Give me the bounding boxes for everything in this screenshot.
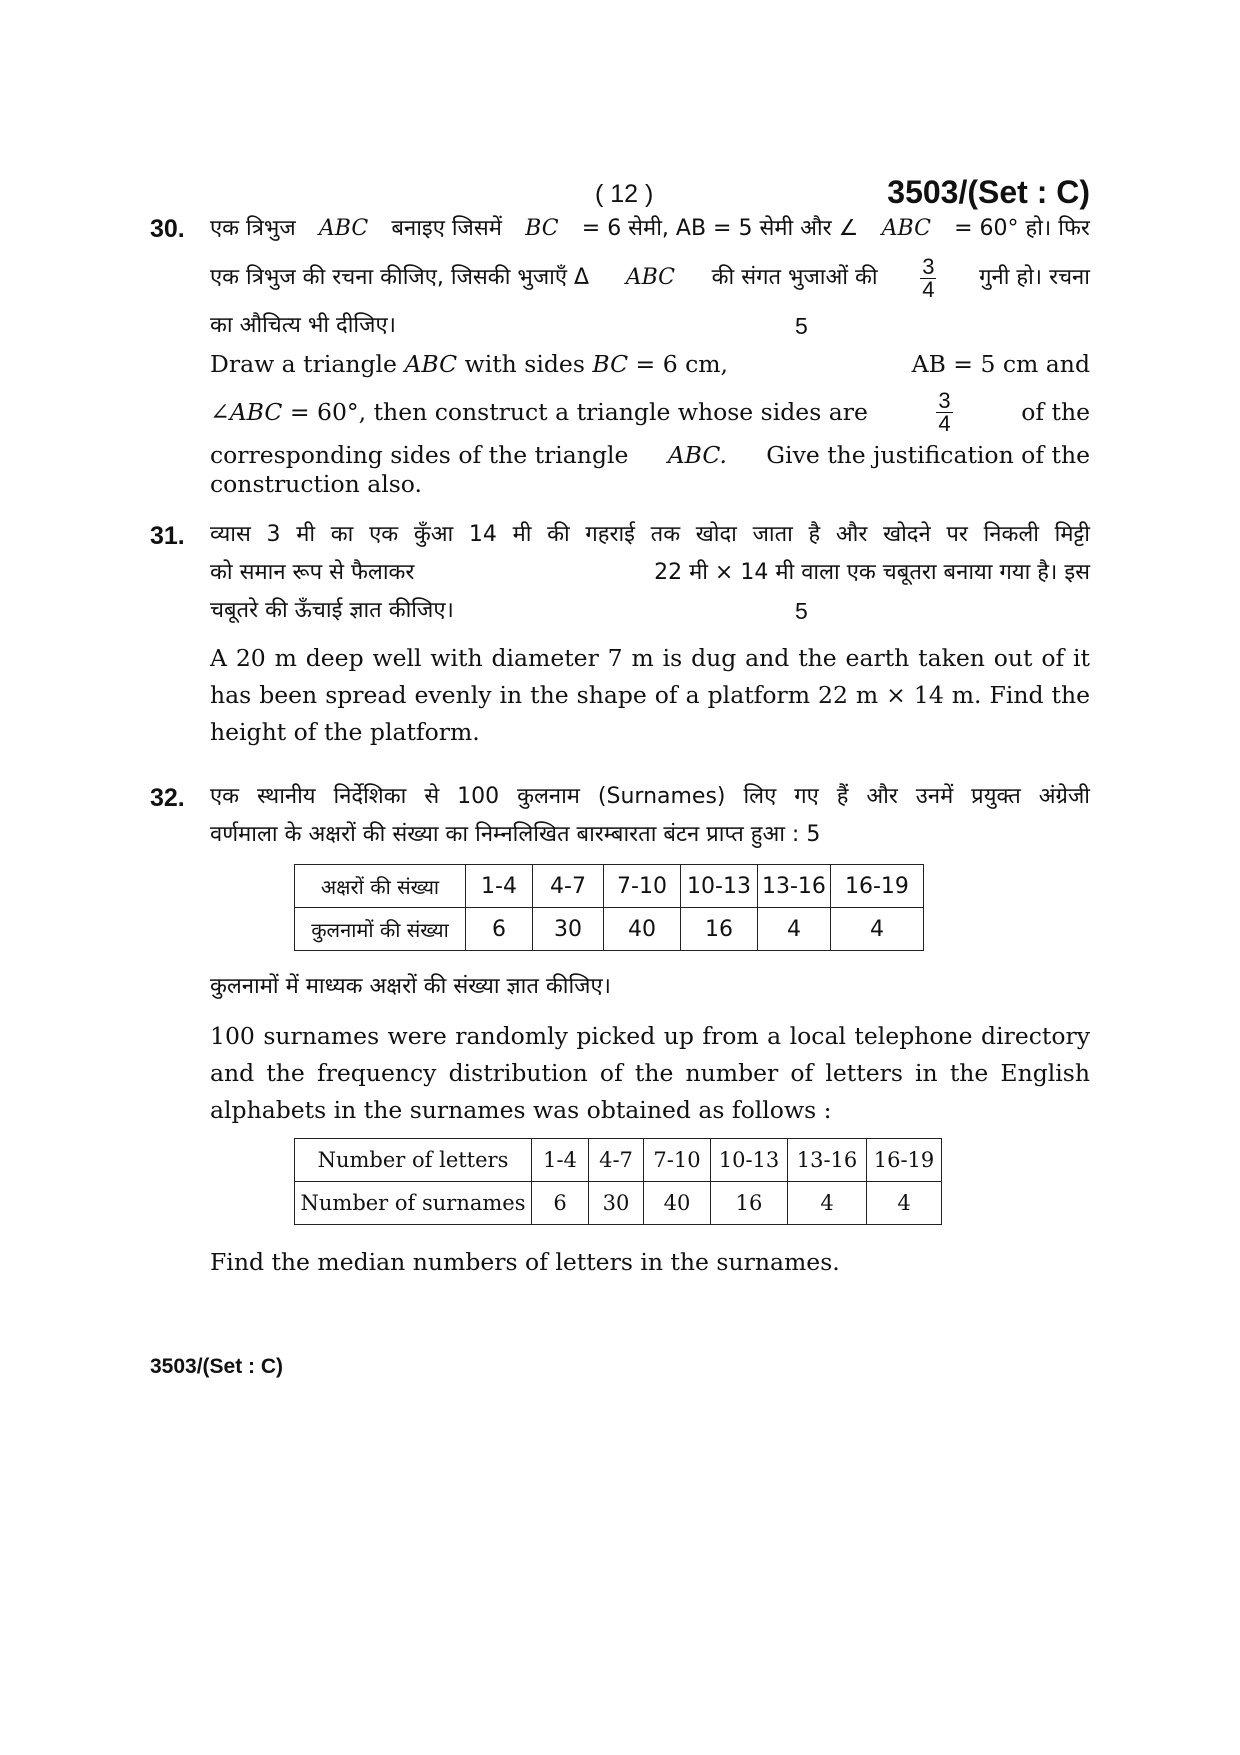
- hindi-frequency-table: [294, 864, 924, 951]
- q32-hindi-line-2: वर्णमाला के अक्षरों की संख्या का निम्नलिखित बारम्बारता बंटन प्राप्त हुआ : 5: [210, 822, 821, 847]
- class-cell: 13-16: [788, 1139, 867, 1182]
- q30-hindi-line-2: एक त्रिभुज की रचना कीजिए, जिसकी भुजाएँ Δ ABC की संगत भुजाओं की $\frac{3}{4}$ गुनी हो। रचना: [210, 253, 1090, 302]
- question-31-number: 31.: [150, 522, 185, 550]
- q32-english-question: Find the median numbers of letters in the surnames.: [210, 1248, 840, 1276]
- q31-hindi-line-3: चबूतरे की ऊँचाई ज्ञात कीजिए। 5: [210, 592, 1090, 630]
- class-cell: 10-13: [711, 1139, 788, 1182]
- table-header: Number of letters: [295, 1139, 532, 1182]
- frequency-cell: 16: [711, 1182, 788, 1225]
- question-30-number: 30.: [150, 215, 185, 243]
- class-cell: 1-4: [466, 865, 533, 908]
- class-cell: 4-7: [589, 1139, 644, 1182]
- class-cell: 13-16: [758, 865, 831, 908]
- table-header: कुलनामों की संख्या: [295, 908, 466, 951]
- class-cell: 4-7: [533, 865, 604, 908]
- class-cell: 16-19: [867, 1139, 942, 1182]
- q30-hindi-line-1: एक त्रिभुज ABC बनाइए जिसमें BC = 6 सेमी, AB = 5 सेमी और ∠ ABC = 60° हो। फिर: [210, 216, 1090, 241]
- frequency-cell: 4: [867, 1182, 942, 1225]
- q31-marks: 5: [795, 598, 808, 624]
- question-32-number: 32.: [150, 784, 185, 812]
- frequency-cell: 30: [533, 908, 604, 951]
- fraction-three-fourths-en: $\frac{3}{4}$: [938, 387, 951, 436]
- question-30: [210, 210, 1090, 498]
- table-row: [295, 908, 924, 951]
- q30-english-line-1: Draw a triangle ABC with sides BC = 6 cm, AB = 5 cm and: [210, 350, 1090, 378]
- set-code-header: 3503/(Set : C): [887, 174, 1090, 210]
- table-row: [295, 1139, 942, 1182]
- frequency-cell: 4: [758, 908, 831, 951]
- q31-english-text: A 20 m deep well with diameter 7 m is dug and the earth taken out of it has been spread evenly in the shape of a platform 22 m × 14 m. Find the height of the platform.: [210, 644, 1090, 746]
- table-row: [295, 865, 924, 908]
- fraction-three-fourths: $\frac{3}{4}$: [922, 253, 935, 302]
- q32-hindi-question: कुलनामों में माध्यक अक्षरों की संख्या ज्ञात कीजिए।: [210, 974, 611, 999]
- q32-english-question-block: [210, 1244, 1090, 1281]
- question-32-english: [210, 968, 1090, 1129]
- q30-english-line-2: ∠ABC = 60°, then construct a triangle whose sides are $\frac{3}{4}$ of the: [210, 387, 1090, 436]
- table-header: Number of surnames: [295, 1182, 532, 1225]
- q31-hindi-line-1: व्यास 3 मी का एक कुँआ 14 मी की गहराई तक खोदा जाता है और खोदने पर निकली मिट्टी: [210, 522, 1090, 547]
- q32-hindi-line-1: एक स्थानीय निर्देशिका से 100 कुलनाम (Surnames) लिए गए हैं और उनमें प्रयुक्त अंग्रेजी: [210, 784, 1090, 809]
- set-code-footer: 3503/(Set : C): [150, 1355, 284, 1378]
- class-cell: 16-19: [830, 865, 923, 908]
- frequency-cell: 4: [788, 1182, 867, 1225]
- q30-english-line-4: construction also.: [210, 470, 422, 498]
- frequency-cell: 40: [644, 1182, 711, 1225]
- page-number: ( 12 ): [595, 180, 654, 208]
- frequency-cell: 30: [589, 1182, 644, 1225]
- english-frequency-table: [294, 1138, 942, 1225]
- class-cell: 7-10: [644, 1139, 711, 1182]
- class-cell: 7-10: [604, 865, 681, 908]
- q30-marks: 5: [795, 313, 808, 339]
- q32-english-intro: 100 surnames were randomly picked up from a local telephone directory and the frequency distribution of the number of letters in the English alphabets in the surnames was obtained as follows :: [210, 1022, 1090, 1124]
- frequency-cell: 6: [532, 1182, 589, 1225]
- q30-hindi-line-3: का औचित्य भी दीजिए। 5: [210, 306, 1090, 346]
- question-32-hindi: [210, 778, 1090, 854]
- q31-hindi-line-2: को समान रूप से फैलाकर 22 मी × 14 मी वाला एक चबूतरा बनाया गया है। इस: [210, 560, 1090, 585]
- class-cell: 10-13: [681, 865, 758, 908]
- frequency-cell: 40: [604, 908, 681, 951]
- frequency-cell: 16: [681, 908, 758, 951]
- class-cell: 1-4: [532, 1139, 589, 1182]
- frequency-cell: 4: [830, 908, 923, 951]
- table-header: अक्षरों की संख्या: [295, 865, 466, 908]
- table-row: [295, 1182, 942, 1225]
- frequency-cell: 6: [466, 908, 533, 951]
- q30-english-line-3: corresponding sides of the triangle ABC. Give the justification of the: [210, 441, 1090, 469]
- question-31: [210, 516, 1090, 751]
